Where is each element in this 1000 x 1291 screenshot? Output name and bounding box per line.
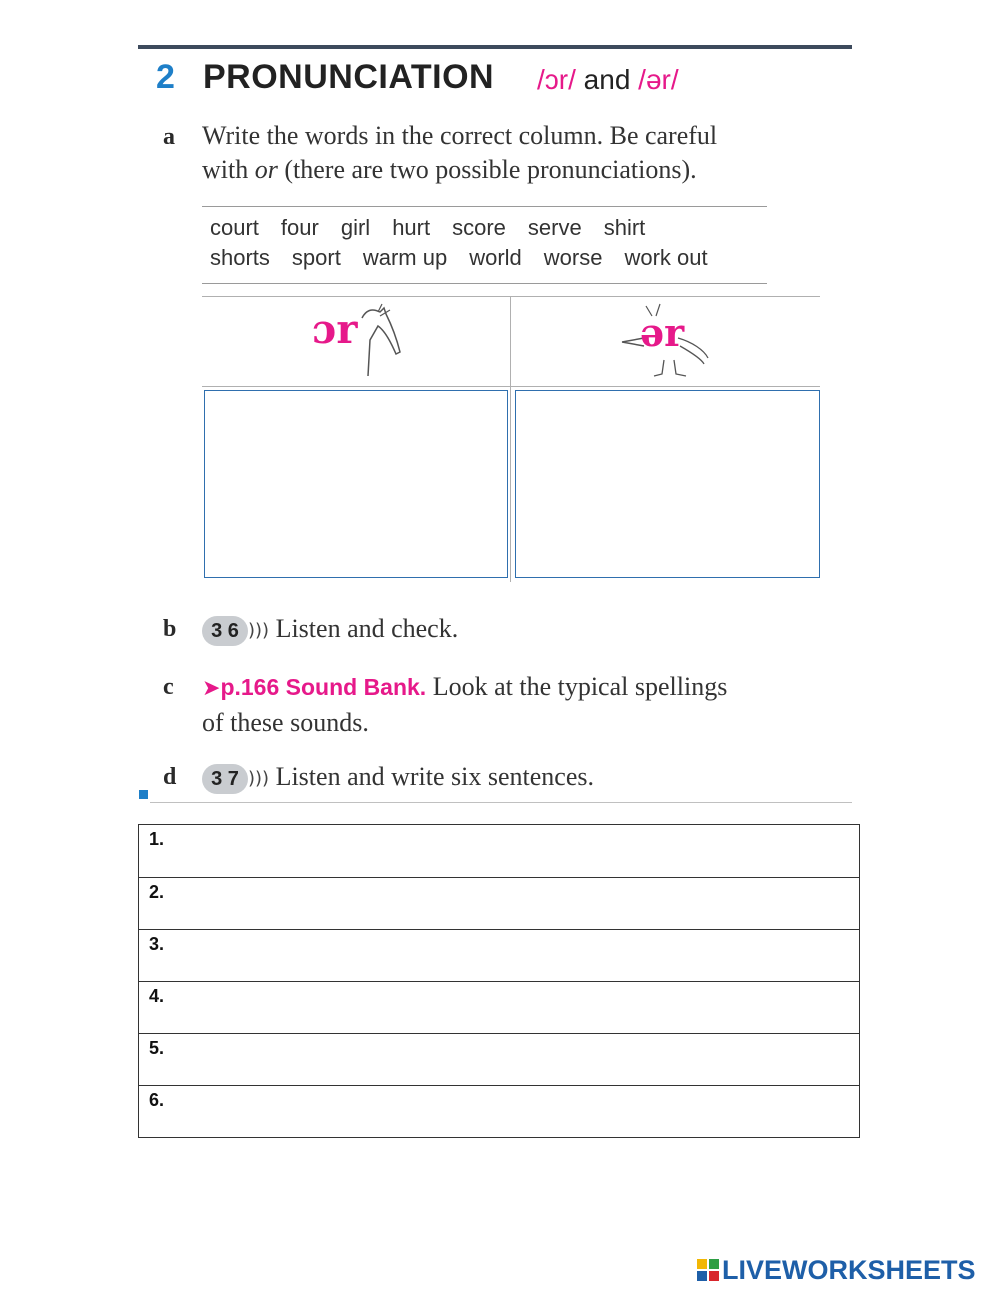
instruction-a-line1: Write the words in the correct column. Be careful — [202, 121, 718, 150]
speaker-icon: ))) — [248, 620, 270, 642]
instruction-d — [202, 760, 594, 796]
sentence-number: 1. — [149, 829, 165, 849]
word-shirt: shirt — [603, 215, 646, 240]
sentence-row[interactable] — [139, 1033, 859, 1085]
instruction-or: or — [254, 155, 278, 184]
label-d: d — [163, 764, 177, 790]
sentence-row[interactable] — [139, 981, 859, 1033]
word-shorts: shorts — [210, 245, 270, 270]
word-serve: serve — [527, 215, 582, 240]
word-court: court — [210, 215, 259, 240]
sentence-row[interactable] — [139, 929, 859, 981]
liveworksheets-logo[interactable] — [697, 1255, 976, 1286]
instruction-c-line1: ➤p.166 Sound Bank. Look at the typical spellings — [202, 672, 728, 701]
sentence-row[interactable] — [139, 825, 859, 877]
section-title: PRONUNCIATION — [203, 58, 495, 96]
sentence-number: 2. — [149, 882, 165, 902]
word-score: score — [452, 215, 506, 240]
instruction-a-line2: with or (there are two possible pronunciations). — [202, 155, 697, 184]
top-rule — [138, 45, 852, 49]
instruction-d-text: Listen and write six sentences. — [275, 762, 594, 791]
table-divider — [510, 296, 511, 582]
sound-er: /ər/ — [638, 64, 679, 95]
logo-grid-icon — [697, 1259, 719, 1281]
sound-bank-link[interactable]: p.166 Sound Bank. — [220, 674, 427, 700]
symbol-er: ər — [640, 310, 685, 355]
logo-text: LIVEWORKSHEETS — [722, 1255, 976, 1285]
sentence-number: 5. — [149, 1038, 165, 1058]
word-girl: girl — [340, 215, 371, 240]
blue-marker — [139, 790, 148, 799]
instruction-b — [202, 612, 458, 648]
symbol-or: ɔr — [312, 306, 358, 353]
label-a: a — [163, 124, 175, 150]
word-box — [202, 206, 767, 284]
table-top-rule — [202, 296, 820, 297]
word-sport: sport — [291, 245, 341, 270]
instruction-c-line2: of these sounds. — [202, 708, 369, 737]
word-work-out: work out — [624, 245, 708, 270]
label-c: c — [163, 674, 174, 700]
answer-box-or[interactable] — [204, 390, 508, 578]
audio-badge-b[interactable]: 3 6 — [202, 616, 248, 646]
table-mid-rule — [202, 386, 820, 387]
speaker-icon: ))) — [248, 768, 270, 790]
word-hurt: hurt — [392, 215, 431, 240]
answer-box-er[interactable] — [515, 390, 820, 578]
sentence-row[interactable] — [139, 1085, 859, 1137]
instruction-a — [202, 119, 842, 187]
sentence-number: 3. — [149, 934, 165, 954]
word-row-2 — [210, 245, 730, 271]
sentence-number: 6. — [149, 1090, 165, 1110]
horse-or-picture — [300, 300, 420, 382]
and-word: and — [583, 64, 631, 95]
word-world: world — [469, 245, 522, 270]
sentence-number: 4. — [149, 986, 165, 1006]
section-number: 2 — [156, 58, 175, 96]
word-row-1 — [210, 215, 667, 241]
instruction-c — [202, 670, 842, 740]
word-four: four — [280, 215, 319, 240]
sound-or: /ɔr/ — [537, 64, 576, 95]
sentences-table — [138, 824, 860, 1138]
word-warm-up: warm up — [362, 245, 448, 270]
instruction-b-text: Listen and check. — [275, 614, 459, 643]
sentence-row[interactable] — [139, 877, 859, 929]
audio-badge-d[interactable]: 3 7 — [202, 764, 248, 794]
word-worse: worse — [543, 245, 603, 270]
section-subtitle — [537, 64, 679, 96]
label-b: b — [163, 616, 177, 642]
section-d-rule — [150, 802, 852, 803]
bird-er-picture — [618, 302, 728, 382]
arrow-icon: ➤ — [202, 676, 221, 701]
